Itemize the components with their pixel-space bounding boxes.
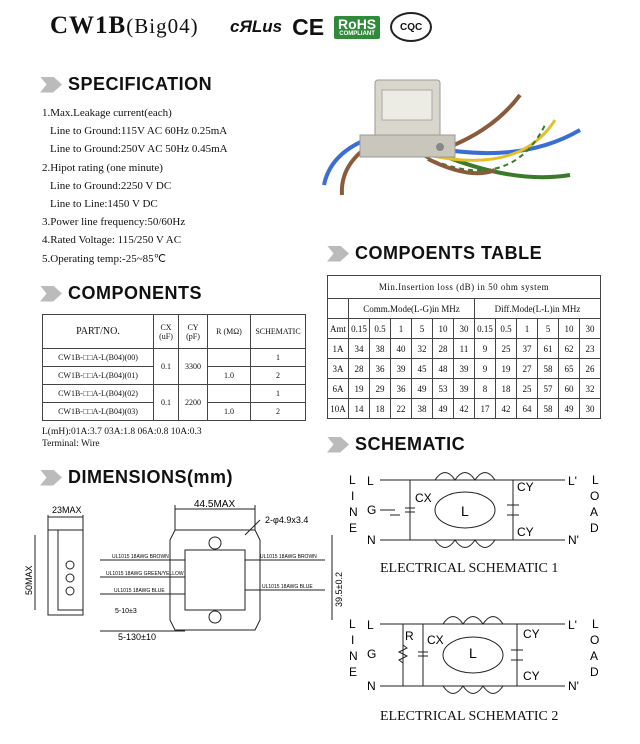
- freq-header: 10: [559, 319, 580, 339]
- svg-text:I: I: [351, 489, 355, 503]
- spec-line: Line to Ground:250V AC 50Hz 0.45mA: [50, 143, 228, 156]
- page-title: [50, 12, 199, 40]
- cy-value: 2200: [179, 385, 208, 421]
- loss-value: 49: [559, 399, 580, 419]
- loss-value: 29: [370, 379, 391, 399]
- freq-header: 1: [517, 319, 538, 339]
- svg-text:A: A: [590, 649, 599, 663]
- loss-value: 19: [349, 379, 370, 399]
- dim-height: 50MAX: [24, 565, 34, 595]
- schematic-no: 1: [251, 349, 306, 367]
- wire-label: UL1015 18AWG GREEN/YELLOW: [106, 571, 184, 577]
- svg-text:N': N': [568, 679, 579, 693]
- schematic-no: 2: [251, 403, 306, 421]
- loss-value: 25: [517, 379, 538, 399]
- col-header: PART/NO.: [43, 315, 154, 349]
- loss-value: 28: [433, 339, 454, 359]
- dim-strip: 5-10±3: [115, 608, 137, 615]
- svg-text:L: L: [592, 473, 599, 487]
- product-photo: [320, 75, 620, 205]
- cert-logos: [230, 12, 432, 42]
- col-header: CX (uF): [154, 315, 179, 349]
- wire-label: UL1015 18AWG BROWN: [260, 554, 317, 560]
- svg-text:G: G: [367, 647, 377, 661]
- loss-value: 19: [496, 359, 517, 379]
- col-header: SCHEMATIC: [251, 315, 306, 349]
- svg-text:L: L: [367, 474, 374, 488]
- table-heading: COMPOENTS TABLE: [327, 243, 542, 264]
- diff-mode-header: Diff.Mode(L-L)in MHz: [475, 299, 601, 319]
- components-table: [42, 314, 306, 421]
- inductance-note: L(mH):01A:3.7 03A:1.8 06A:0.8 10A:0.3: [42, 427, 202, 437]
- loss-value: 58: [538, 399, 559, 419]
- comm-mode-header: Comm.Mode(L-G)in MHz: [349, 299, 475, 319]
- svg-text:N': N': [568, 533, 579, 547]
- loss-value: 57: [538, 379, 559, 399]
- loss-value: 27: [517, 359, 538, 379]
- loss-value: 22: [391, 399, 412, 419]
- spec-line: 5.Operating temp:-25~85℃: [42, 252, 167, 265]
- loss-value: 61: [538, 339, 559, 359]
- schematic-2-caption: ELECTRICAL SCHEMATIC 2: [380, 709, 559, 724]
- freq-header: 0.15: [475, 319, 496, 339]
- dim-lead: 5-130±10: [118, 632, 156, 642]
- spec-heading: SPECIFICATION: [40, 74, 212, 95]
- table-row: [328, 399, 601, 419]
- svg-text:CX: CX: [427, 633, 444, 647]
- wire-label: UL1015 18AWG BLUE: [262, 584, 313, 590]
- loss-value: 23: [580, 339, 601, 359]
- loss-value: 34: [349, 339, 370, 359]
- loss-value: 40: [391, 339, 412, 359]
- loss-value: 39: [391, 359, 412, 379]
- schematic-1-caption: ELECTRICAL SCHEMATIC 1: [380, 561, 559, 576]
- loss-value: 30: [580, 399, 601, 419]
- loss-value: 37: [517, 339, 538, 359]
- loss-value: 42: [454, 399, 475, 419]
- loss-value: 32: [580, 379, 601, 399]
- loss-value: 36: [391, 379, 412, 399]
- freq-header: 5: [538, 319, 559, 339]
- wire-label: UL1015 18AWG BROWN: [112, 554, 169, 560]
- dim-holes: 2-φ4.9x3.4: [265, 515, 309, 525]
- schematic-no: 1: [251, 385, 306, 403]
- loss-value: 18: [496, 379, 517, 399]
- svg-text:L: L: [349, 617, 356, 631]
- svg-text:E: E: [349, 665, 358, 679]
- arrow-icon: [327, 437, 349, 453]
- svg-text:D: D: [590, 521, 599, 535]
- freq-header: 0.15: [349, 319, 370, 339]
- svg-text:N: N: [367, 533, 376, 547]
- loss-value: 18: [370, 399, 391, 419]
- dimensions-heading: DIMENSIONS(mm): [40, 467, 233, 488]
- arrow-icon: [40, 286, 62, 302]
- loss-value: 62: [559, 339, 580, 359]
- loss-value: 49: [433, 399, 454, 419]
- components-heading: COMPONENTS: [40, 283, 202, 304]
- loss-value: 42: [496, 399, 517, 419]
- svg-text:L: L: [592, 617, 599, 631]
- part-number: CW1B-□□A-L(B04)(00): [43, 349, 154, 367]
- loss-value: 17: [475, 399, 496, 419]
- table-title: Min.Insertion loss (dB) in 50 ohm system: [328, 276, 601, 299]
- svg-text:E: E: [349, 521, 358, 535]
- cx-value: 0.1: [154, 349, 179, 385]
- cy-value: 3300: [179, 349, 208, 385]
- r-value: 1.0: [208, 367, 251, 385]
- table-row: [328, 339, 601, 359]
- arrow-icon: [40, 470, 62, 486]
- freq-header: 30: [454, 319, 475, 339]
- loss-value: 36: [370, 359, 391, 379]
- spec-line: Line to Ground:115V AC 60Hz 0.25mA: [50, 125, 228, 138]
- loss-value: 38: [412, 399, 433, 419]
- freq-header: 1: [391, 319, 412, 339]
- freq-header: 0.5: [370, 319, 391, 339]
- amt-header: Amt: [328, 319, 349, 339]
- svg-text:CY: CY: [523, 627, 540, 641]
- part-number: CW1B-□□A-L(B04)(03): [43, 403, 154, 421]
- loss-value: 25: [496, 339, 517, 359]
- col-header: R (MΩ): [208, 315, 251, 349]
- svg-text:L: L: [349, 473, 356, 487]
- svg-text:R: R: [405, 629, 414, 643]
- ul-logo: cЯLus: [230, 17, 283, 36]
- svg-text:L: L: [469, 645, 477, 661]
- loss-value: 14: [349, 399, 370, 419]
- svg-text:D: D: [590, 665, 599, 679]
- part-number: CW1B-□□A-L(B04)(01): [43, 367, 154, 385]
- table-row: [328, 379, 601, 399]
- loss-value: 60: [559, 379, 580, 399]
- loss-value: 48: [433, 359, 454, 379]
- spec-line: 3.Power line frequency:50/60Hz: [42, 216, 186, 229]
- svg-text:CX: CX: [415, 491, 432, 505]
- spec-line: Line to Ground:2250 V DC: [50, 179, 172, 192]
- loss-value: 9: [475, 359, 496, 379]
- loss-value: 9: [475, 339, 496, 359]
- amp-rating: 6A: [328, 379, 349, 399]
- svg-text:L': L': [568, 618, 577, 632]
- terminal-note: Terminal: Wire: [42, 439, 100, 449]
- table-row: [328, 359, 601, 379]
- dimension-drawing: [20, 495, 350, 645]
- dim-width: 44.5MAX: [194, 499, 236, 510]
- svg-text:O: O: [590, 633, 600, 647]
- loss-value: 64: [517, 399, 538, 419]
- schematic-no: 2: [251, 367, 306, 385]
- svg-text:N: N: [349, 649, 358, 663]
- svg-text:N: N: [367, 679, 376, 693]
- svg-text:L: L: [367, 618, 374, 632]
- svg-text:CY: CY: [517, 525, 534, 539]
- loss-value: 28: [349, 359, 370, 379]
- spec-line: 1.Max.Leakage current(each): [42, 107, 172, 119]
- spec-line: 4.Rated Voltage: 115/250 V AC: [42, 234, 182, 247]
- loss-value: 39: [454, 359, 475, 379]
- loss-value: 45: [412, 359, 433, 379]
- loss-value: 53: [433, 379, 454, 399]
- svg-text:G: G: [367, 503, 377, 517]
- dim-mount: 39.5±0.2: [334, 572, 344, 607]
- svg-text:I: I: [351, 633, 355, 647]
- svg-text:CY: CY: [517, 480, 534, 494]
- freq-header: 30: [580, 319, 601, 339]
- svg-text:O: O: [590, 489, 600, 503]
- wire-label: UL1015 18AWG BLUE: [114, 588, 165, 594]
- svg-text:L': L': [568, 474, 577, 488]
- ce-logo: CE: [292, 13, 325, 40]
- loss-value: 65: [559, 359, 580, 379]
- svg-text:A: A: [590, 505, 599, 519]
- spec-list: [42, 104, 228, 268]
- loss-value: 58: [538, 359, 559, 379]
- schematic-heading: SCHEMATIC: [327, 434, 465, 455]
- arrow-icon: [327, 246, 349, 262]
- cqc-logo: CQC: [390, 12, 432, 42]
- model-name: CW1B: [50, 12, 127, 39]
- r-value: 1.0: [208, 403, 251, 421]
- spec-line: 2.Hipot rating (one minute): [42, 161, 163, 174]
- loss-value: 49: [412, 379, 433, 399]
- spec-line: Line to Line:1450 V DC: [50, 198, 158, 211]
- dim-depth: 23MAX: [52, 505, 82, 515]
- arrow-icon: [40, 77, 62, 93]
- loss-value: 8: [475, 379, 496, 399]
- insertion-loss-table: [327, 275, 601, 419]
- freq-header: 0.5: [496, 319, 517, 339]
- svg-text:N: N: [349, 505, 358, 519]
- model-suffix: (Big04): [126, 14, 199, 38]
- freq-header: 5: [412, 319, 433, 339]
- loss-value: 26: [580, 359, 601, 379]
- cx-value: 0.1: [154, 385, 179, 421]
- part-number: CW1B-□□A-L(B04)(02): [43, 385, 154, 403]
- amp-rating: 3A: [328, 359, 349, 379]
- svg-text:CY: CY: [523, 669, 540, 683]
- amp-rating: 10A: [328, 399, 349, 419]
- col-header: CY (pF): [179, 315, 208, 349]
- svg-text:L: L: [461, 503, 469, 519]
- loss-value: 11: [454, 339, 475, 359]
- loss-value: 39: [454, 379, 475, 399]
- freq-header: 10: [433, 319, 454, 339]
- components-notes: [42, 426, 202, 450]
- loss-value: 38: [370, 339, 391, 359]
- amp-rating: 1A: [328, 339, 349, 359]
- rohs-logo: RoHS COMPLIANT: [334, 16, 380, 39]
- loss-value: 32: [412, 339, 433, 359]
- electrical-schematic-2: [345, 610, 615, 710]
